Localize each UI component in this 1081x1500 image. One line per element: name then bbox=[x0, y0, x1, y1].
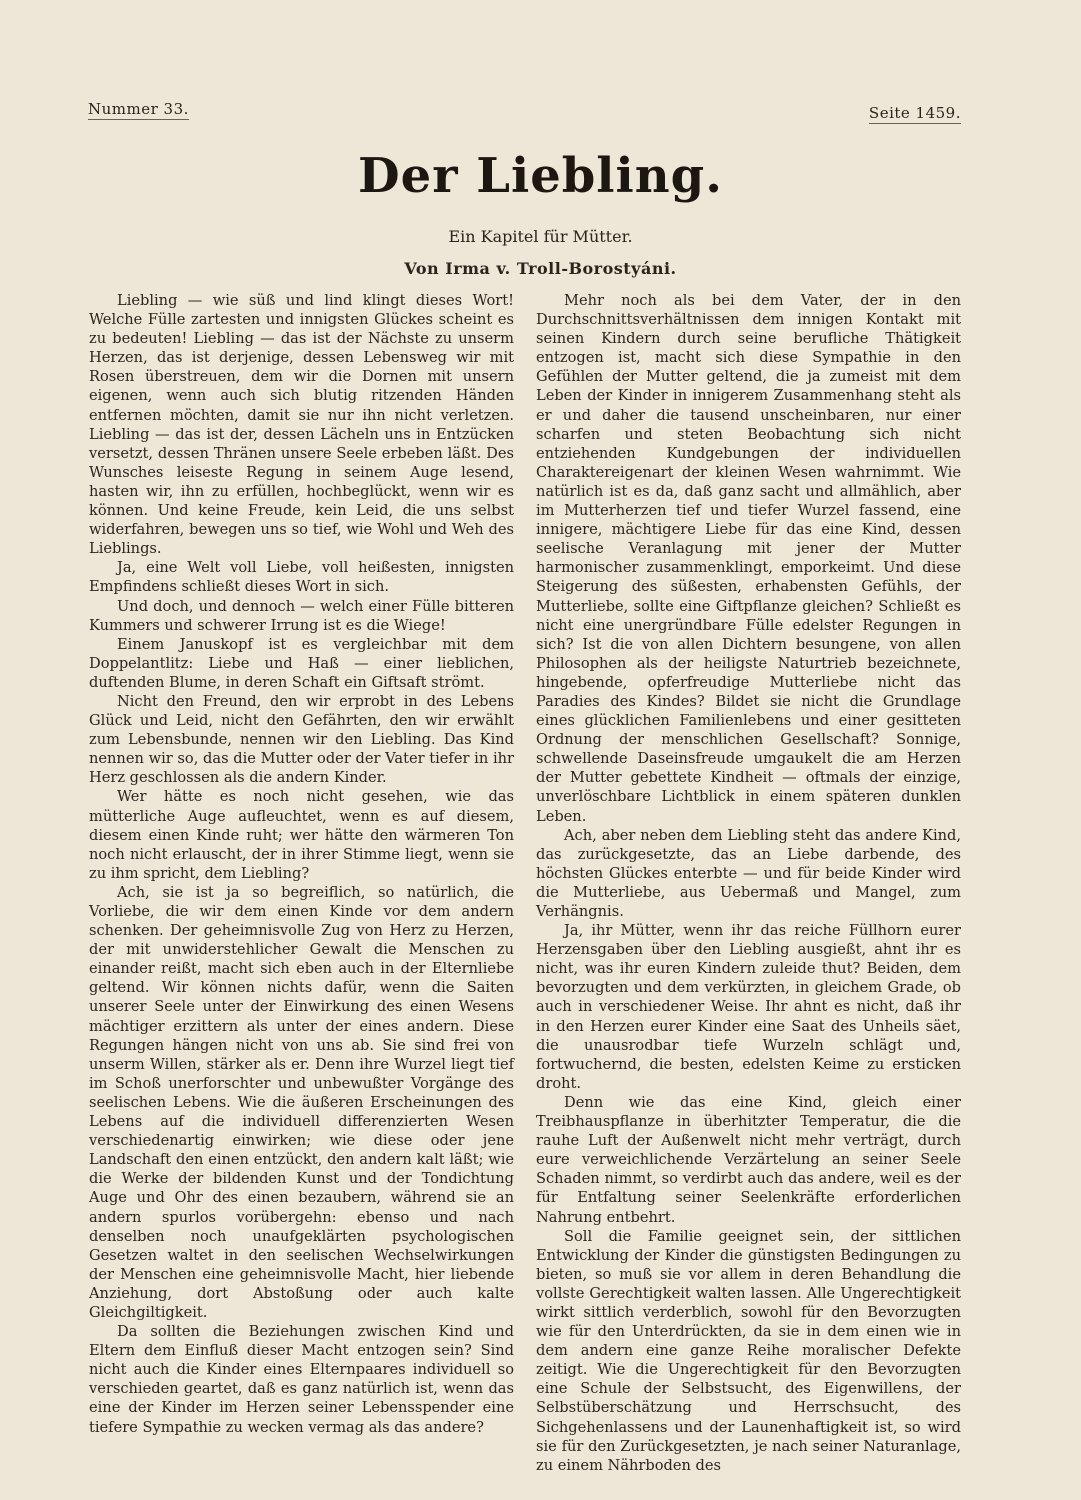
paragraph: Ach, sie ist ja so begreiflich, so natürlich, die Vorliebe, die wir dem einen Kinde vor dem andern schenken. Der geheimnisvolle Zug von Herz zu Herzen, der mit unwiderstehlicher Gewalt die Menschen zu einander reißt, macht sich eben auch in der Elternliebe geltend. Wir können nichts dafür, wenn die Saiten unserer Seele unter der Einwirkung des einen Wesens mächtiger erzittern als unter der eines andern. Diese Regungen hängen nicht von uns ab. Sie sind frei von unserm Willen, stärker als er. Denn ihre Wurzel liegt tief im Schoß unerforschter und unbewußter Vorgänge des seelischen Lebens. Wie die äußeren Erscheinungen des Lebens auf die individuell differenzierten Wesen verschiedenartig einwirken; wie diese oder jene Landschaft den einen entzückt, den andern kalt läßt; wie die Werke der bildenden Kunst und der Tondichtung Auge und Ohr des einen bezaubern, während sie an andern spurlos vorübergehn: ebenso und nach denselben noch unaufgeklärten psychologischen Gesetzen waltet in den seelischen Wechselwirkungen der Menschen eine geheimnisvolle Macht, hier liebende Anziehung, dort Abstoßung oder auch kalte Gleichgiltigkeit. bbox=[89, 883, 514, 1321]
paragraph: Ja, eine Welt voll Liebe, voll heißesten, innigsten Empfindens schließt dieses Wort in sich. bbox=[89, 559, 514, 596]
page-number: Seite 1459. bbox=[868, 104, 961, 122]
article-byline: Von Irma v. Troll-Borostyáni. bbox=[404, 259, 677, 278]
paragraph: Mehr noch als bei dem Vater, der in den Durchschnittsverhältnissen dem innigen Kontakt mit seinen Kindern durch seine berufliche Thätigkeit entzogen ist, macht sich diese Sympathie in den Gefühlen der Mutter geltend, die ja zumeist mit dem Leben der Kinder in innigerem Zusammenhang steht als er und daher die tausend unscheinbaren, nur einer scharfen und steten Beobachtung sich nicht entziehenden Kundgebungen der individuellen Charaktereigenart der kleinen Wesen wahrnimmt. Wie natürlich ist es da, daß ganz sacht und allmählich, aber im Mutterherzen tief und tiefer Wurzel fassend, eine innigere, mächtigere Liebe für das eine Kind, dessen seelische Veranlagung mit jener der Mutter harmonischer zusammenklingt, emporkeimt. Und diese Steigerung des süßesten, erhabensten Gefühls, der Mutterliebe, sollte eine Giftpflanze gleichen? Schließt es nicht eine unergründbare Fülle edelster Regungen in sich? Ist die von allen Dichtern besungene, von allen Philosophen als der heiligste Naturtrieb bezeichnete, hingebende, opferfreudige Mutterliebe nicht das Paradies des Kindes? Bildet sie nicht die Grundlage eines glücklichen Familienlebens und einer gesitteten Ordnung der menschlichen Gesellschaft? Sonnige, schwellende Daseinsfreude umgaukelt die am Herzen der Mutter gebettete Kindheit — oftmals der einzige, unverlöschbare Lichtblick in einem späteren dunklen Leben. bbox=[536, 292, 961, 825]
paragraph: Ja, ihr Mütter, wenn ihr das reiche Füllhorn eurer Herzensgaben über den Liebling ausgießt, ahnt ihr es nicht, was ihr euren Kindern zuleide thut? Beiden, dem bevorzugten und dem verkürzten, in gleichem Grade, ob auch in verschiedener Weise. Ihr ahnt es nicht, daß ihr in den Herzen eurer Kinder eine Saat des Unheils säet, die unausrodbar tiefe Wurzeln schlägt und, fortwuchernd, die besten, edelsten Keime zu ersticken droht. bbox=[536, 922, 961, 1092]
paragraph: Da sollten die Beziehungen zwischen Kind und Eltern dem Einfluß dieser Macht entzogen sein? Sind nicht auch die Kinder eines Elternpaares individuell so verschieden geartet, daß es ganz natürlich ist, wenn das eine der Kinder im Herzen seiner Lebensspender eine tiefere Sympathie zu wecken vermag als das andere? bbox=[89, 1323, 514, 1436]
paragraph: Einem Januskopf ist es vergleichbar mit dem Doppelantlitz: Liebe und Haß — einer lieblichen, duftenden Blume, in deren Schaft ein Giftsaft strömt. bbox=[89, 635, 514, 691]
paragraph: Ach, aber neben dem Liebling steht das andere Kind, das zurückgesetzte, das an Liebe darbende, des höchsten Glückes enterbte — und für beide Kinder wird die Mutterliebe, aus Uebermaß und Mangel, zum Verhängnis. bbox=[536, 826, 961, 920]
left-column bbox=[89, 291, 514, 1437]
paragraph: Wer hätte es noch nicht gesehen, wie das mütterliche Auge aufleuchtet, wenn es auf diesem, diesem einen Kinde ruht; wer hätte den wärmeren Ton noch nicht erlauscht, der in ihrer Stimme liegt, wenn sie zu ihm spricht, dem Liebling? bbox=[89, 788, 514, 882]
paragraph: Soll die Familie geeignet sein, der sittlichen Entwicklung der Kinder die günstigsten Bedingungen zu bieten, so muß sie vor allem in deren Behandlung die vollste Gerechtigkeit walten lassen. Alle Ungerechtigkeit wirkt sittlich verderblich, sowohl für den Bevorzugten wie für den Unterdrückten, da sie in dem einen wie in dem andern eine ganze Reihe moralischer Defekte zeitigt. Wie die Ungerechtigkeit für den Bevorzugten eine Schule der Selbstsucht, des Eigenwillens, der Selbstüberschätzung und Herrschsucht, des Sichgehenlassens und der Launenhaftigkeit ist, so wird sie für den Zurückgesetzten, je nach seiner Naturanlage, zu einem Nährboden des bbox=[536, 1227, 961, 1474]
paragraph: Und doch, und dennoch — welch einer Fülle bitteren Kummers und schwerer Irrung ist es die Wiege! bbox=[89, 597, 514, 634]
paragraph: Denn wie das eine Kind, gleich einer Treibhauspflanze in überhitzter Temperatur, die die rauhe Luft der Außenwelt nicht mehr verträgt, durch eure verweichlichende Verzärtelung an seiner Seele Schaden nimmt, so verdirbt auch das andere, weil es der für Entfaltung seiner Seelenkräfte erforderlichen Nahrung entbehrt. bbox=[536, 1093, 961, 1226]
article-subtitle: Ein Kapitel für Mütter. bbox=[448, 227, 633, 246]
right-column bbox=[536, 291, 961, 1475]
issue-number: Nummer 33. bbox=[88, 100, 189, 118]
paragraph: Liebling — wie süß und lind klingt dieses Wort! Welche Fülle zartesten und innigsten Glückes scheint es zu bedeuten! Liebling — das ist der Nächste zu unserm Herzen, das ist derjenige, dessen Lebensweg wir mit Rosen überstreuen, dem wir die Dornen mit unsern eigenen, wenn auch sich blutig ritzenden Händen entfernen möchten, damit sie nur ihn nicht verletzen. Liebling — das ist der, dessen Lächeln uns in Entzücken versetzt, dessen Thränen unsere Seele erbeben läßt. Des Wunsches leiseste Regung in seinem Auge lesend, hasten wir, ihn zu erfüllen, hochbeglückt, wenn wir es können. Und keine Freude, kein Leid, die uns selbst widerfahren, bewegen uns so tief, wie Wohl und Weh des Lieblings. bbox=[89, 292, 514, 558]
article-title: Der Liebling. bbox=[358, 148, 723, 204]
paragraph: Nicht den Freund, den wir erprobt in des Lebens Glück und Leid, nicht den Gefährten, den wir erwählt zum Lebensbunde, nennen wir den Liebling. Das Kind nennen wir so, das die Mutter oder der Vater tiefer in ihr Herz geschlossen als die andern Kinder. bbox=[89, 692, 514, 787]
